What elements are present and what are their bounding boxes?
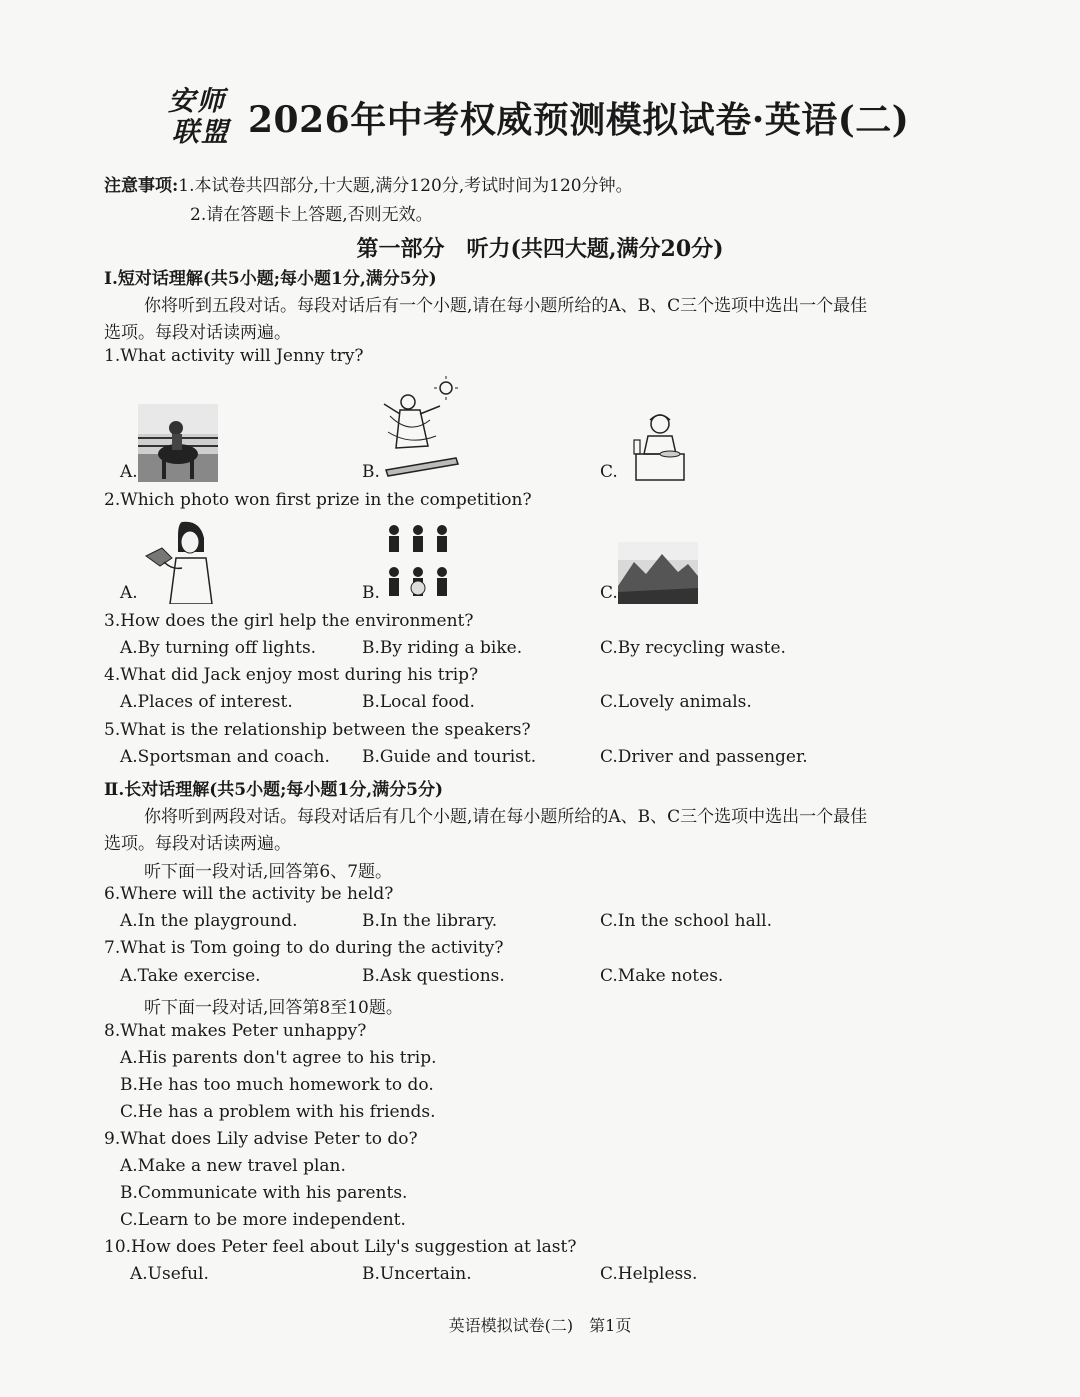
question-7-stem: 7.What is Tom going to do during the activity? <box>104 938 504 958</box>
band-image <box>380 522 456 602</box>
q6-option-a: A.In the playground. <box>120 911 298 931</box>
girl-with-bird-image <box>142 518 216 604</box>
q10-option-b: B.Uncertain. <box>362 1264 472 1284</box>
part1-heading: Ⅰ.短对话理解(共5小题;每小题1分,满分5分) <box>104 269 437 289</box>
q1-option-c-label: C. <box>600 462 618 482</box>
q1-option-b-label: B. <box>362 462 380 482</box>
question-2-stem: 2.Which photo won first prize in the competition? <box>104 490 532 510</box>
snowboarding-image <box>380 376 462 480</box>
publisher-logo <box>168 86 242 152</box>
mountain-landscape-image <box>618 542 698 604</box>
question-5-stem: 5.What is the relationship between the speakers? <box>104 720 531 740</box>
part2-subinstruction-1: 听下面一段对话,回答第6、7题。 <box>144 862 393 882</box>
q10-option-c: C.Helpless. <box>600 1264 698 1284</box>
question-9-stem: 9.What does Lily advise Peter to do? <box>104 1129 418 1149</box>
section-title: 第一部分 听力(共四大题,满分20分) <box>356 236 724 262</box>
exam-title: 2026年中考权威预测模拟试卷·英语(二) <box>248 99 910 141</box>
q10-option-a: A.Useful. <box>130 1264 209 1284</box>
q9-option-a: A.Make a new travel plan. <box>120 1156 346 1176</box>
page-footer: 英语模拟试卷(二) 第1页 <box>448 1316 632 1335</box>
q7-option-c: C.Make notes. <box>600 966 724 986</box>
logo-line-2: 联盟 <box>172 117 230 148</box>
q5-option-c: C.Driver and passenger. <box>600 747 808 767</box>
part2-subinstruction-2: 听下面一段对话,回答第8至10题。 <box>144 998 403 1018</box>
q7-option-b: B.Ask questions. <box>362 966 505 986</box>
notice-item-1: 1.本试卷共四部分,十大题,满分120分,考试时间为120分钟。 <box>178 176 633 196</box>
q8-option-c: C.He has a problem with his friends. <box>120 1102 436 1122</box>
logo-line-1: 安师 <box>168 86 226 117</box>
q9-option-c: C.Learn to be more independent. <box>120 1210 406 1230</box>
question-6-stem: 6.Where will the activity be held? <box>104 884 394 904</box>
q2-option-c-label: C. <box>600 583 618 603</box>
question-10-stem: 10.How does Peter feel about Lily's suggestion at last? <box>104 1237 577 1257</box>
notice-item-2: 2.请在答题卡上答题,否则无效。 <box>190 205 433 225</box>
part2-heading: Ⅱ.长对话理解(共5小题;每小题1分,满分5分) <box>104 780 444 800</box>
q9-option-b: B.Communicate with his parents. <box>120 1183 408 1203</box>
q1-option-a-label: A. <box>120 462 138 482</box>
q4-option-a: A.Places of interest. <box>120 692 293 712</box>
cooking-image <box>630 410 686 482</box>
q5-option-a: A.Sportsman and coach. <box>120 747 330 767</box>
notice-line-1 <box>104 171 633 196</box>
question-1-stem: 1.What activity will Jenny try? <box>104 346 364 366</box>
question-3-stem: 3.How does the girl help the environment? <box>104 611 474 631</box>
horse-riding-image <box>138 404 218 482</box>
part2-instruction-line2: 选项。每段对话读两遍。 <box>104 834 291 854</box>
part2-instruction-line1: 你将听到两段对话。每段对话后有几个小题,请在每小题所给的A、B、C三个选项中选出一个最佳 <box>144 807 868 827</box>
q7-option-a: A.Take exercise. <box>120 966 261 986</box>
q2-option-b-label: B. <box>362 583 380 603</box>
q6-option-c: C.In the school hall. <box>600 911 772 931</box>
q3-option-a: A.By turning off lights. <box>120 638 317 658</box>
part1-instruction-line1: 你将听到五段对话。每段对话后有一个小题,请在每小题所给的A、B、C三个选项中选出一个最佳 <box>144 296 868 316</box>
part1-instruction-line2: 选项。每段对话读两遍。 <box>104 323 291 343</box>
q5-option-b: B.Guide and tourist. <box>362 747 537 767</box>
q4-option-b: B.Local food. <box>362 692 475 712</box>
q3-option-b: B.By riding a bike. <box>362 638 523 658</box>
q6-option-b: B.In the library. <box>362 911 498 931</box>
q4-option-c: C.Lovely animals. <box>600 692 752 712</box>
notice-label: 注意事项: <box>104 176 179 196</box>
q8-option-a: A.His parents don't agree to his trip. <box>120 1048 437 1068</box>
question-8-stem: 8.What makes Peter unhappy? <box>104 1021 367 1041</box>
q8-option-b: B.He has too much homework to do. <box>120 1075 434 1095</box>
q3-option-c: C.By recycling waste. <box>600 638 786 658</box>
q2-option-a-label: A. <box>120 583 138 603</box>
question-4-stem: 4.What did Jack enjoy most during his trip? <box>104 665 479 685</box>
